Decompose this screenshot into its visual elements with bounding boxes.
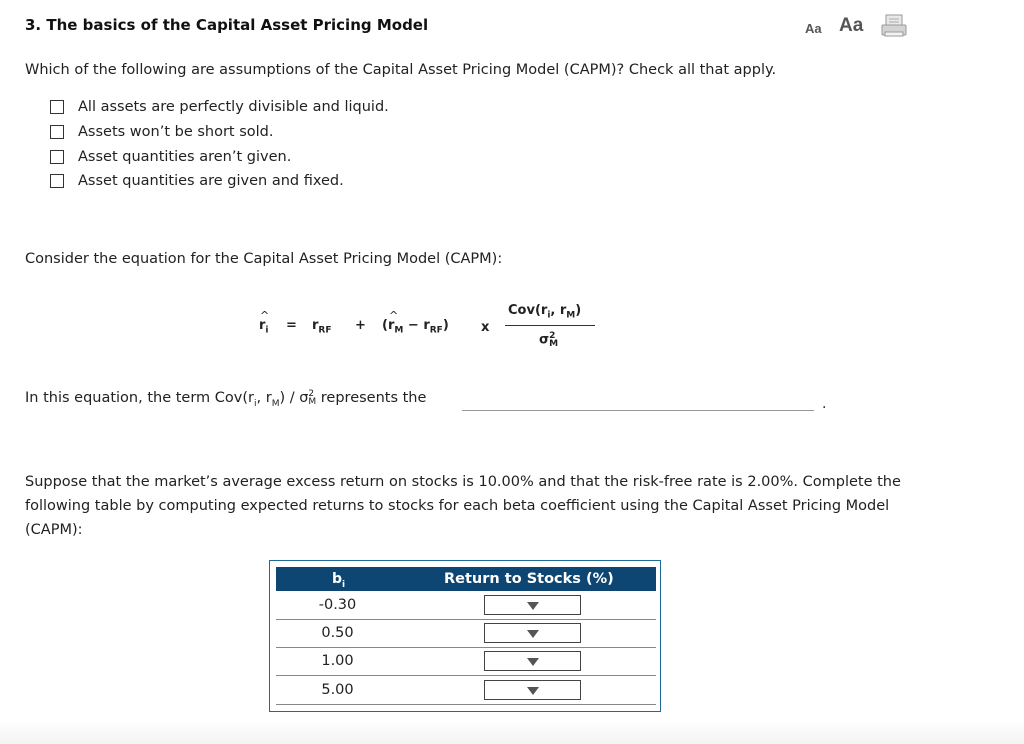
rf-subscript: RF [318, 325, 332, 336]
equation-intro: Consider the equation for the Capital Asset Pricing Model (CAPM): [25, 251, 503, 267]
cov-mid: , r [550, 303, 567, 318]
sigma-symbol: σ [539, 332, 550, 348]
column-header-return: Return to Stocks (%) [444, 571, 614, 587]
term-after: ) / σ [279, 390, 309, 406]
option-label: Asset quantities are given and fixed. [78, 173, 344, 189]
cov-text: Cov(r [508, 303, 548, 318]
term-prefix: In this equation, the term Cov(r [25, 390, 254, 406]
checkbox[interactable] [50, 150, 64, 164]
minus-sign: − [407, 318, 419, 333]
return-dropdown[interactable] [484, 680, 581, 700]
lhs-subscript: i [265, 325, 269, 336]
equals-sign: = [286, 318, 297, 333]
return-dropdown[interactable] [484, 651, 581, 671]
fraction-numerator [508, 303, 581, 321]
term-question [25, 390, 426, 409]
open-paren: ( [382, 318, 388, 333]
row-divider [276, 619, 656, 620]
plus-sign: + [355, 318, 366, 333]
market-premium-term [382, 318, 449, 336]
rm-hat: ^ r [388, 318, 394, 333]
option-row[interactable] [50, 97, 389, 117]
fraction-bar [505, 325, 595, 326]
chevron-down-icon [527, 658, 539, 666]
rm-subscript: M [394, 325, 404, 336]
option-label: Assets won’t be short sold. [78, 124, 274, 140]
question-title: 3. The basics of the Capital Asset Pricing Model [25, 16, 429, 34]
term-sub-m: M [271, 398, 280, 409]
r-hat: ^ r [259, 318, 265, 333]
checkbox[interactable] [50, 100, 64, 114]
term-mid: , r [256, 390, 272, 406]
print-icon[interactable] [880, 14, 908, 38]
row-divider [276, 704, 656, 705]
checkbox[interactable] [50, 174, 64, 188]
period: . [822, 396, 827, 412]
risk-free-term [312, 318, 332, 336]
equation-lhs [259, 318, 269, 336]
rf2-subscript: RF [429, 325, 443, 336]
row-divider [276, 675, 656, 676]
times-sign: x [481, 320, 490, 335]
sigma-sub: M [549, 339, 559, 349]
option-row[interactable] [50, 122, 274, 142]
answer-dropdown-blank[interactable] [462, 410, 814, 411]
option-row[interactable] [50, 147, 291, 167]
beta-base: b [331, 571, 342, 587]
option-label: Asset quantities aren’t given. [78, 149, 292, 165]
term-suffix: represents the [316, 390, 427, 406]
bottom-shade [0, 720, 1024, 744]
term-sub-i: i [253, 398, 257, 409]
table-cell-beta: 5.00 [321, 682, 354, 698]
table-cell-beta: -0.30 [318, 597, 357, 613]
column-header-beta [326, 571, 351, 590]
cov-sub-i: i [547, 310, 551, 321]
table-cell-beta: 0.50 [321, 625, 354, 641]
option-row[interactable] [50, 171, 344, 191]
sigma-sup: 2 [549, 331, 556, 341]
term-sup: 2 [308, 389, 315, 399]
chevron-down-icon [527, 602, 539, 610]
table-cell-beta: 1.00 [321, 653, 354, 669]
option-label: All assets are perfectly divisible and liquid. [78, 99, 389, 115]
cov-close: ) [575, 303, 582, 318]
beta-sub: i [341, 579, 346, 590]
cov-sub-m: M [566, 310, 576, 321]
font-size-small-button[interactable]: Aa [805, 21, 822, 36]
return-dropdown[interactable] [484, 623, 581, 643]
term-sub-m2: M [308, 397, 317, 407]
question-paragraph: Suppose that the market’s average excess return on stocks is 10.00% and that the risk-free rate is 2.00%. Complete the following table by computing expected returns to stocks for each beta coefficient using the Capital Asset Pricing Model (CAPM): [25, 474, 901, 538]
chevron-down-icon [527, 630, 539, 638]
fraction-denominator [539, 332, 558, 348]
chevron-down-icon [527, 687, 539, 695]
font-size-large-button[interactable]: Aa [839, 15, 864, 36]
close-paren: ) [442, 318, 449, 333]
question-prompt: Which of the following are assumptions of the Capital Asset Pricing Model (CAPM)? Check all that apply. [25, 62, 777, 78]
rf-base: r [312, 318, 319, 333]
row-divider [276, 647, 656, 648]
rf2-base: r [423, 318, 430, 333]
checkbox[interactable] [50, 125, 64, 139]
return-dropdown[interactable] [484, 595, 581, 615]
